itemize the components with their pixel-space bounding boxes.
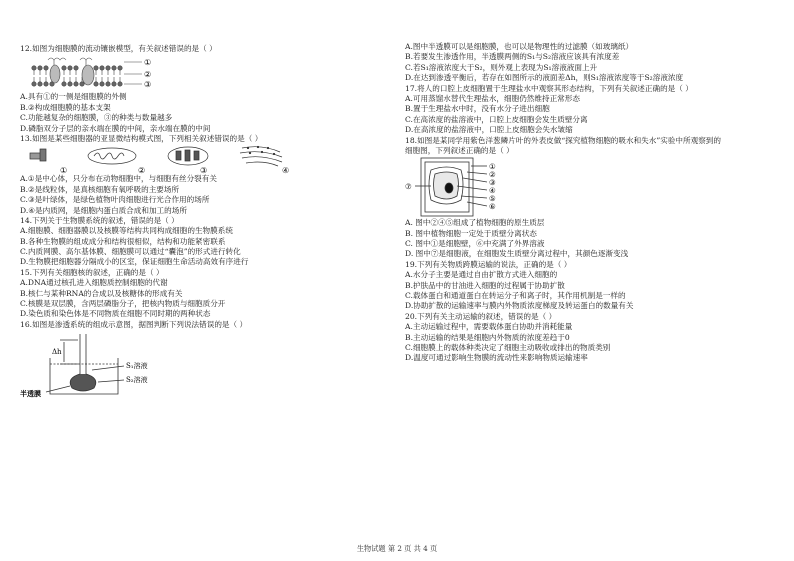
question-17	[405, 84, 777, 136]
organelle-figure	[20, 144, 392, 174]
q13-option-a[interactable]: A.①是中心体，只分布在动物细胞中，与细胞有丝分裂有关	[20, 174, 217, 184]
q15-option-b[interactable]: B.核仁与某种RNA的合成以及核糖体的形成有关	[20, 288, 183, 298]
q17-option-a[interactable]: A.可用蒸馏水替代生理盐水，细胞仍然维持正常形态	[405, 93, 580, 103]
q12-option-b[interactable]: B.②构成细胞膜的基本支架	[20, 102, 111, 112]
question-19-stem: 19.下列有关物质跨膜运输的说法，正确的是（ ）	[405, 259, 572, 269]
question-18-stem-1: 18.如图是某同学用紫色洋葱鳞片叶的外表皮做“探究植物细胞的吸水和失水”实验中所观察到的	[405, 135, 721, 145]
label-2: ②	[144, 70, 152, 80]
question-12-stem: 12.如图为细胞膜的流动镶嵌模型，有关叙述错误的是（ ）	[20, 44, 217, 53]
q18-option-b[interactable]: B. 图中植物细胞一定处于质壁分离状态	[405, 228, 537, 238]
q16-option-d[interactable]: D.在达到渗透平衡后，若存在如图所示的液面差Δh，则S₁溶液浓度等于S₂溶液浓度	[405, 73, 684, 83]
cell-label-7: ⑦	[405, 182, 412, 192]
page-footer: 生物试题 第 2 页 共 4 页	[356, 544, 438, 553]
question-16	[20, 320, 392, 400]
q20-option-c[interactable]: C.细胞膜上的载体种类决定了细胞主动吸收或排出的物质类别	[405, 342, 611, 352]
q19-option-c[interactable]: C.载体蛋白和通道蛋白在转运分子和离子时，其作用机制是一样的	[405, 291, 626, 301]
cell-label-4: ④	[489, 186, 496, 196]
question-13-stem: 13.如图是某些细胞器的亚显微结构模式图，下列相关叙述错误的是（ ）	[20, 133, 263, 143]
q15-option-d[interactable]: D.染色质和染色体是不同物质在细胞不同时期的两种状态	[20, 309, 211, 319]
q13-option-c[interactable]: C.③是叶绿体，是绿色植物叶肉细胞进行光合作用的场所	[20, 195, 210, 205]
q15-option-c[interactable]: C.核膜是双层膜，含两层磷脂分子，把核内物质与细胞质分开	[20, 299, 226, 309]
organelle-label-1: ①	[60, 166, 68, 175]
q17-option-c[interactable]: C.在高浓度的盐溶液中，口腔上皮细胞会发生质壁分离	[405, 114, 588, 124]
organelle-label-4: ④	[282, 166, 290, 175]
question-12	[20, 44, 392, 134]
plant-cell-diagram	[405, 156, 525, 218]
q20-option-b[interactable]: B.主动运输的结果是细胞内外物质的浓度差趋于0	[405, 332, 570, 342]
q17-option-d[interactable]: D.在高浓度的盐溶液中，口腔上皮细胞会失水皱缩	[405, 125, 573, 135]
question-19	[405, 260, 777, 312]
q13-option-d[interactable]: D.④是内质网，是细胞内蛋白质合成和加工的场所	[20, 205, 187, 215]
question-15	[20, 268, 392, 320]
q19-option-a[interactable]: A.水分子主要是通过自由扩散方式进入细胞的	[405, 270, 558, 280]
q14-option-a[interactable]: A.细胞膜、细胞器膜以及核膜等结构共同构成细胞的生物膜系统	[20, 226, 233, 236]
label-3: ③	[144, 80, 152, 90]
question-16-stem: 16.如图是渗透系统的组成示意图，据图判断下列说法错误的是（ ）	[20, 319, 248, 329]
q16-option-a[interactable]: A.图中半透膜可以是细胞膜，也可以是物理性的过滤膜（如玻璃纸）	[405, 42, 634, 51]
membrane-figure	[20, 54, 392, 92]
q20-option-d[interactable]: D.温度可通过影响生物膜的流动性来影响物质运输速率	[405, 353, 588, 363]
q16-option-b[interactable]: B.若要发生渗透作用，半透膜两侧的S₁与S₂溶液应该具有浓度差	[405, 52, 620, 62]
q20-option-a[interactable]: A.主动运输过程中，需要载体蛋白协助并消耗能量	[405, 322, 573, 332]
q15-option-a[interactable]: A.DNA通过核孔进入细胞质控制细胞的代谢	[20, 278, 168, 288]
left-column	[20, 44, 392, 400]
q14-option-c[interactable]: C.内质网膜、高尔基体膜、细胞膜可以通过“囊泡”的形式进行转化	[20, 247, 241, 257]
s1-label: S₁溶液	[126, 362, 148, 371]
question-17-stem: 17.将人的口腔上皮细胞置于生理盐水中观察其形态结构，下列有关叙述正确的是（ ）	[405, 83, 693, 93]
cell-label-1: ①	[489, 162, 496, 172]
organelle-diagram	[20, 144, 300, 174]
q13-option-b[interactable]: B.②是线粒体，是真核细胞有氧呼吸的主要场所	[20, 184, 180, 194]
cell-label-5: ⑤	[489, 194, 496, 204]
cell-label-3: ③	[489, 178, 496, 188]
membrane-label: 半透膜	[20, 389, 41, 399]
question-14	[20, 216, 392, 268]
q17-option-b[interactable]: B.置于生理盐水中时，没有水分子进出细胞	[405, 104, 550, 114]
q12-option-c[interactable]: C.功能越复杂的细胞膜，③的种类与数量越多	[20, 113, 173, 123]
osmosis-figure	[20, 330, 392, 400]
cell-label-6: ⑥	[489, 202, 496, 212]
question-20	[405, 312, 777, 364]
q14-option-d[interactable]: D.生物膜把细胞器分隔成小的区室，保证细胞生命活动高效有序进行	[20, 257, 249, 267]
cell-label-2: ②	[489, 170, 496, 180]
question-14-stem: 14.下列关于生物膜系统的叙述，错误的是（ ）	[20, 215, 179, 225]
delta-h-label: Δh	[52, 348, 62, 357]
label-1: ①	[144, 58, 152, 68]
osmosis-diagram	[20, 330, 170, 400]
q18-option-a[interactable]: A. 图中②④⑤组成了植物细胞的原生质层	[405, 218, 545, 228]
q19-option-b[interactable]: B.护肤品中的甘油进入细胞的过程属于协助扩散	[405, 280, 565, 290]
q12-option-a[interactable]: A.具有①的一侧是细胞膜的外侧	[20, 92, 127, 102]
q14-option-b[interactable]: B.各种生物膜的组成成分和结构很相似，结构和功能紧密联系	[20, 236, 226, 246]
question-13	[20, 134, 392, 216]
question-20-stem: 20.下列有关主动运输的叙述，错误的是（ ）	[405, 311, 557, 321]
q12-option-d[interactable]: D.磷脂双分子层的亲水端在膜的中间，亲水端在膜的中间	[20, 123, 211, 133]
organelle-label-3: ③	[200, 166, 208, 175]
plant-cell-figure	[405, 156, 777, 218]
q18-option-d[interactable]: D. 图中⑦是细胞液，在细胞发生质壁分离过程中，其颜色逐渐变浅	[405, 249, 629, 259]
s2-label: S₂溶液	[126, 376, 148, 385]
q19-option-d[interactable]: D.协助扩散的运输速率与膜内外物质浓度梯度及转运蛋白的数量有关	[405, 301, 634, 311]
q16-option-c[interactable]: C.若S₁溶液浓度大于S₂，则外观上表现为S₁溶液液面上升	[405, 62, 598, 72]
organelle-label-2: ②	[138, 166, 146, 175]
question-16-options	[405, 42, 777, 84]
right-column	[405, 42, 777, 364]
q18-option-c[interactable]: C. 图中①是细胞壁，⑥中充满了外界溶液	[405, 239, 545, 249]
question-15-stem: 15.下列有关细胞核的叙述，正确的是（ ）	[20, 267, 164, 277]
question-18-stem-2: 细胞图，下列叙述正确的是（ ）	[405, 145, 514, 155]
fluid-mosaic-diagram	[20, 54, 180, 92]
question-18	[405, 136, 777, 260]
